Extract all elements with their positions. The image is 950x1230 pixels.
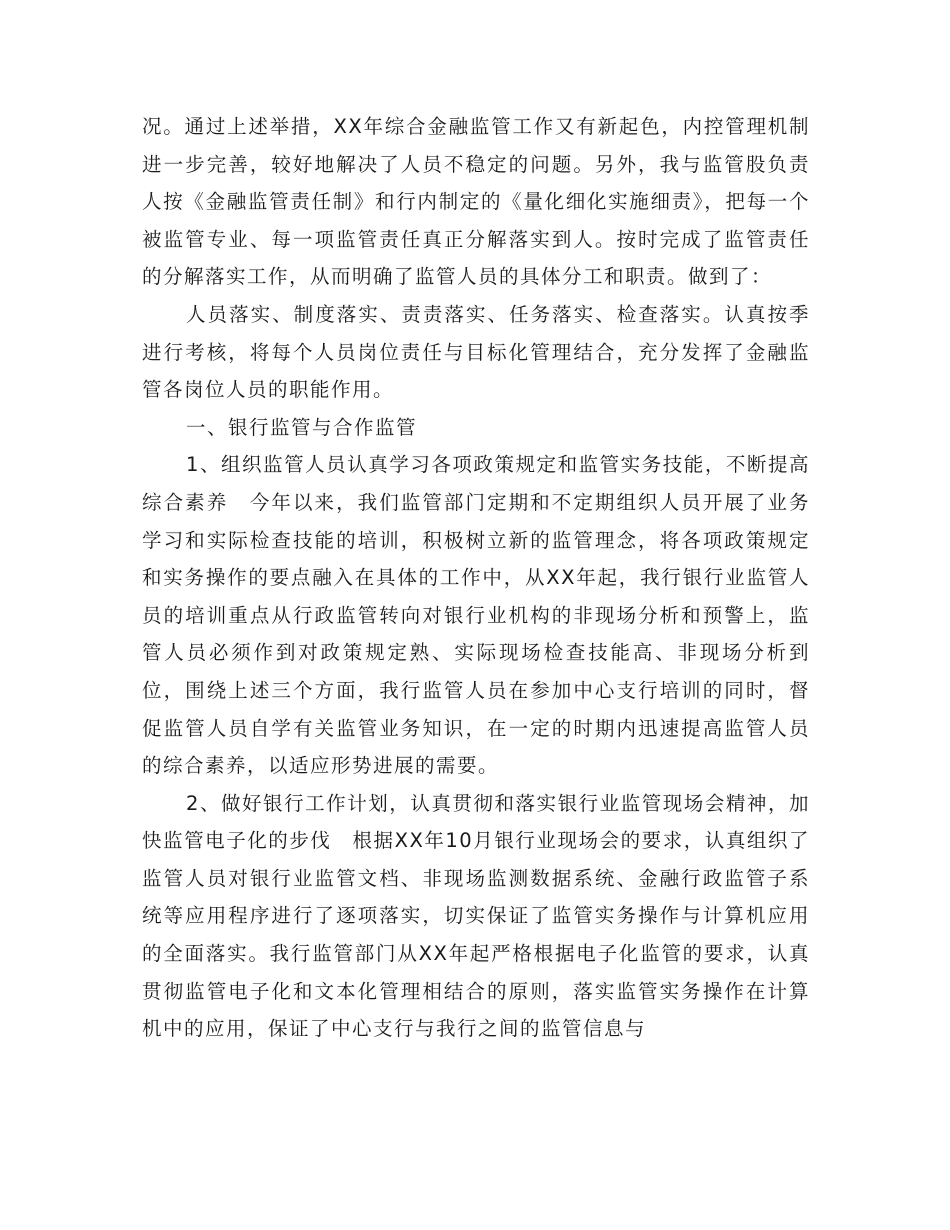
document-body <box>142 108 810 1048</box>
paragraph-2: 人员落实、制度落实、责责落实、任务落实、检查落实。认真按季进行考核，将每个人员岗位责任与目标化管理结合，充分发挥了金融监管各岗位人员的职能作用。 <box>142 302 810 402</box>
paragraph-1: 况。通过上述举措，XX年综合金融监管工作又有新起色，内控管理机制进一步完善，较好地解决了人员不稳定的问题。另外，我与监管股负责人按《金融监管责任制》和行内制定的《量化细化实施细责》，把每一个被监管专业、每一项监管责任真正分解落实到人。按时完成了监管责任的分解落实工作，从而明确了监管人员的具体分工和职责。做到了： <box>142 115 810 289</box>
section-heading: 一、银行监管与合作监管 <box>186 415 418 439</box>
paragraph-3: 1、组织监管人员认真学习各项政策规定和监管实务技能，不断提高综合素养 今年以来，我们监管部门定期和不定期组织人员开展了业务学习和实际检查技能的培训，积极树立新的监管理念，将各项政策规定和实务操作的要点融入在具体的工作中，从XX年起，我行银行业监管人员的培训重点从行政监管转向对银行业机构的非现场分析和预警上，监管人员必须作到对政策规定熟、实际现场检查技能高、非现场分析到位，围绕上述三个方面，我行监管人员在参加中心支行培训的同时，督促监管人员自学有关监管业务知识，在一定的时期内迅速提高监管人员的综合素养，以适应形势进展的需要。 <box>142 453 810 778</box>
paragraph-4: 2、做好银行工作计划，认真贯彻和落实银行业监管现场会精神，加快监管电子化的步伐 根据XX年10月银行业现场会的要求，认真组织了监管人员对银行业监管文档、非现场监测数据系统、金融行政监管子系统等应用程序进行了逐项落实，切实保证了监管实务操作与计算机应用的全面落实。我行监管部门从XX年起严格根据电子化监管的要求，认真贯彻监管电子化和文本化管理相结合的原则，落实监管实务操作在计算机中的应用，保证了中心支行与我行之间的监管信息与 <box>142 791 810 1041</box>
